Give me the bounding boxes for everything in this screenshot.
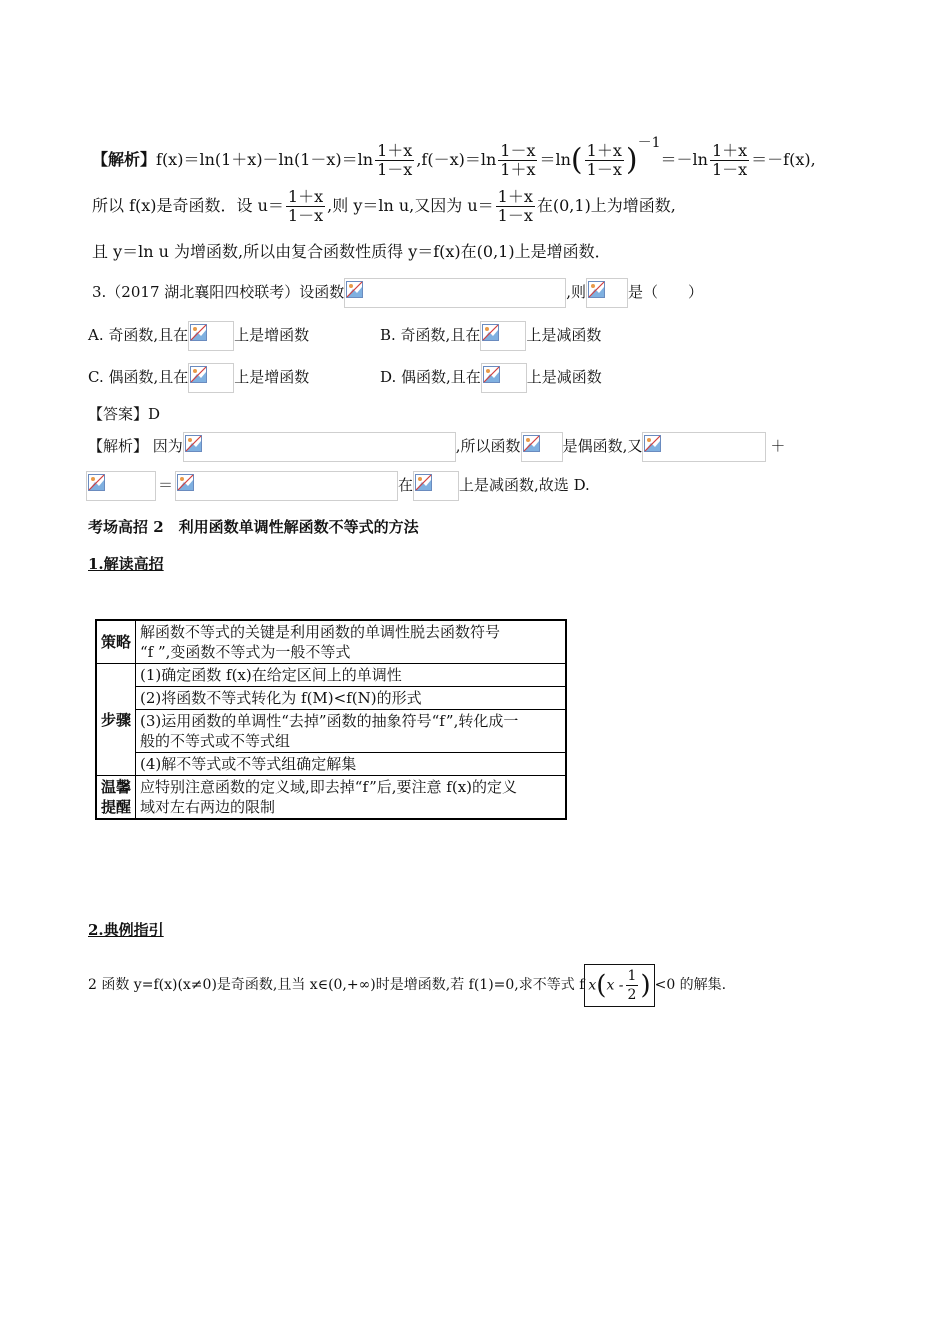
broken-image-icon: [644, 435, 661, 452]
formula-image-placeholder: [642, 432, 766, 462]
broken-image-icon: [177, 474, 194, 491]
formula-image-placeholder: [183, 432, 456, 462]
option-b: B. 奇函数,且在 上是减函数: [380, 320, 601, 351]
formula-image-placeholder: [344, 278, 566, 308]
table-row: [96, 687, 566, 710]
broken-image-icon: [346, 281, 363, 298]
formula-image-placeholder: [175, 471, 398, 501]
option-d: D. 偶函数,且在 上是减函数: [380, 362, 602, 393]
q3-analysis-line2: ＝ 在 上是减函数,故选 D.: [86, 470, 590, 501]
formula-image-placeholder: [586, 278, 628, 308]
row-value: 解函数不等式的关键是利用函数的单调性脱去函数符号 “f ”,变函数不等式为一般不等式: [136, 620, 567, 664]
step-2: (2)将函数不等式转化为 f(M)<f(N)的形式: [136, 687, 567, 710]
broken-image-icon: [588, 281, 605, 298]
row-key: 温馨 提醒: [96, 776, 136, 820]
broken-image-icon: [415, 474, 432, 491]
analysis1-line3: 且 y＝ln u 为增函数,所以由复合函数性质得 y＝f(x)在(0,1)上是增函数．: [92, 242, 611, 261]
broken-image-icon: [483, 366, 500, 383]
broken-image-icon: [482, 324, 499, 341]
formula-image-placeholder: [413, 471, 459, 501]
row-value: 应特别注意函数的定义域,即去掉“f”后,要注意 f(x)的定义 域对左右两边的限制: [136, 776, 567, 820]
table-row: [96, 664, 566, 687]
step-1: (1)确定函数 f(x)在给定区间上的单调性: [136, 664, 567, 687]
formula-image-placeholder: [521, 432, 563, 462]
formula-image-placeholder: [481, 363, 527, 393]
table-row: [96, 776, 566, 820]
left-paren: (: [570, 142, 583, 178]
fraction: $\frac{1+x}{1-x}$: [287, 187, 324, 225]
example-problem: 2 函数 y=f(x)(x≠0)是奇函数,且当 x∈(0,+∞)时是增函数,若 f(1)=0,求不等式 f x(x - $\frac{1}{2}$ ) <0 的解集.: [88, 955, 726, 1015]
row-key: 策略: [96, 620, 136, 664]
table-row: [96, 710, 566, 753]
broken-image-icon: [190, 324, 207, 341]
option-c: C. 偶函数,且在 上是增函数: [88, 362, 309, 393]
fraction: $\frac{1+x}{1-x}$: [497, 187, 533, 225]
formula-image-placeholder: [86, 471, 156, 501]
q3-analysis-line1: 【解析】 因为 ,所以函数 是偶函数,又 ＋: [88, 431, 785, 462]
table-row: [96, 753, 566, 776]
broken-image-icon: [88, 474, 105, 491]
step-4: (4)解不等式或不等式组确定解集: [136, 753, 567, 776]
bracket-expression: x(x - $\frac{1}{2}$ ): [584, 964, 654, 1007]
analysis1-line1: 【解析】f(x)＝ln(1＋x)－ln(1－x)＝ln $\frac{1+x}{1-x}$ ,f(－x)＝ln $\frac{1-x}{1+x}$ ＝ln( $\frac{1+x}{1-x}$ )－1＝－ln $\frac{1+x}{1-x}$ ＝－f(x),: [92, 135, 816, 179]
fraction: $\frac{1+x}{1-x}$: [711, 141, 748, 179]
broken-image-icon: [523, 435, 540, 452]
table-row: [96, 620, 566, 664]
row-key: 步骤: [96, 664, 136, 776]
section-title: 考场高招 2 利用函数单调性解函数不等式的方法: [88, 518, 419, 536]
q3-answer: 【答案】D: [88, 405, 161, 423]
analysis1-line2: 所以 f(x)是奇函数．设 u＝ $\frac{1+x}{1-x}$ ,则 y＝ln u,又因为 u＝ $\frac{1+x}{1-x}$ 在(0,1)上为增函数,: [92, 187, 676, 225]
strategy-table: [95, 619, 567, 820]
fraction: $\frac{1+x}{1-x}$: [377, 141, 413, 179]
option-a: A. 奇函数,且在 上是增函数: [88, 320, 309, 351]
broken-image-icon: [190, 366, 207, 383]
formula-image-placeholder: [480, 321, 526, 351]
broken-image-icon: [185, 435, 202, 452]
step-3: (3)运用函数的单调性“去掉”函数的抽象符号“f”,转化成一 般的不等式或不等式组: [136, 710, 567, 753]
formula-image-placeholder: [188, 363, 234, 393]
fraction: $\frac{1+x}{1-x}$: [586, 141, 622, 179]
exponent: －1: [637, 135, 661, 151]
analysis-label: 【解析】: [92, 150, 157, 169]
right-paren: ): [625, 142, 638, 178]
q3-stem: 3.（2017 湖北襄阳四校联考）设函数 ,则 是（ ）: [92, 277, 703, 308]
subsection-2-title: 2.典例指引: [88, 921, 164, 939]
fraction: $\frac{1-x}{1+x}$: [500, 141, 536, 179]
formula-image-placeholder: [188, 321, 234, 351]
subsection-1-title: 1.解读高招: [88, 555, 164, 573]
